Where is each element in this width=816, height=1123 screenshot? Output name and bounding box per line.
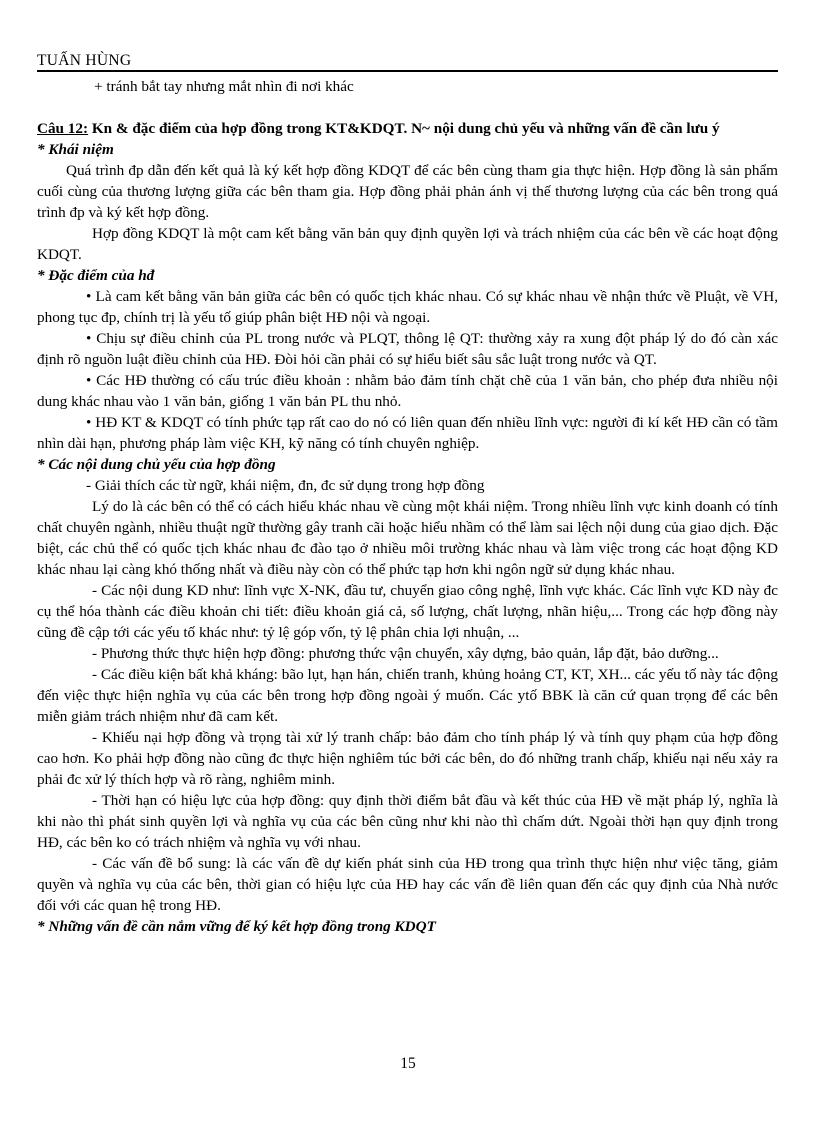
- section-heading-contents: * Các nội dung chủ yếu của hợp đồng: [37, 456, 276, 473]
- dash-item: - Các điều kiện bất khả kháng: bão lụt, hạn hán, chiến tranh, khủng hoảng CT, KT, XH... các yếu tố này tác động đến việc thực hiện nghĩa vụ của các bên trong hợp đồng ngoài ý muốn. Các ytố BBK là căn cứ quan trọng để các bên miễn giảm trách nhiệm như đã cam kết.: [37, 666, 778, 725]
- bullet-paragraph: • Các HĐ thường có cấu trúc điều khoản : nhằm bảo đảm tính chặt chẽ của 1 văn bản, cho phép đưa nhiều nội dung khác nhau vào 1 văn bản, giống 1 văn bản PL thu nhỏ.: [37, 372, 778, 410]
- paragraph: Lý do là các bên có thể có cách hiểu khác nhau về cùng một khái niệm. Trong nhiều lĩnh vực kinh doanh có tính chất chuyên ngành, nhiều thuật ngữ thường gây tranh cãi hoặc hiểu nhầm có thể làm sai lệch nội dung của giao dịch. Đặc biệt, các chủ thể có quốc tịch khác nhau đc đào tạo ở nhiều môi trường khác nhau và làm việc trong các hoạt động KD khác nhau lại càng khó thống nhất và điều này còn có thể phức tạp hơn khi ngôn ngữ sử dụng khác nhau.: [37, 498, 778, 578]
- dash-item: - Khiếu nại hợp đồng và trọng tài xử lý tranh chấp: bảo đảm cho tính pháp lý và tính quy phạm của hợp đồng cao hơn. Ko phải hợp đồng nào cũng đc thực hiện nghiêm túc bởi các bên, do đó những tranh chấp, khiếu nại nếu xảy ra phải đc xử lý thích hợp và rõ ràng, nghiêm minh.: [37, 729, 778, 788]
- question-heading: [37, 118, 778, 139]
- bullet-paragraph: • Chịu sự điều chỉnh của PL trong nước và PLQT, thông lệ QT: thường xảy ra xung đột pháp lý do đó càn xác định rõ nguồn luật điều chỉnh của HĐ. Đòi hỏi cần phải có sự hiểu biết sâu sắc luật trong nước và QT.: [37, 330, 778, 368]
- question-text: Kn & đặc điểm của hợp đồng trong KT&KDQT. N~ nội dung chủ yếu và những vấn đề cần lưu ý: [88, 120, 720, 137]
- dash-item: - Các nội dung KD như: lĩnh vực X-NK, đầu tư, chuyển giao công nghệ, lĩnh vực khác. Các lĩnh vực KD này đc cụ thể hóa thành các điều khoản chi tiết: điều khoản giá cả, số lượng, chất lượng, nhãn hiệu,... Trong các hợp đồng này cũng đề cập tới các yếu tố khác như: tỷ lệ góp vốn, tỷ lệ phân chia lợi nhuận, ...: [37, 582, 778, 641]
- bullet-paragraph: • HĐ KT & KDQT có tính phức tạp rất cao do nó có liên quan đến nhiều lĩnh vực: người đi kí kết HĐ cần có tầm nhìn dài hạn, phương pháp làm việc KH, kỹ năng có tính chuyên nghiệp.: [37, 414, 778, 452]
- paragraph: Hợp đồng KDQT là một cam kết bằng văn bản quy định quyền lợi và trách nhiệm của các bên về các hoạt động KDQT.: [37, 225, 778, 263]
- section-heading-concept: * Khái niệm: [37, 141, 114, 158]
- dash-item: - Thời hạn có hiệu lực của hợp đồng: quy định thời điểm bắt đầu và kết thúc của HĐ về mặt pháp lý, nghĩa là khi nào thì phát sinh quyền lợi và nghĩa vụ của các bên cũng như khi nào thì chấm dứt. Ngoài thời hạn quy định trong HĐ, các bên ko có trách nhiệm và nghĩa vụ với nhau.: [37, 792, 778, 851]
- section-heading-features: * Đặc điểm của hđ: [37, 267, 155, 284]
- bullet-paragraph: • Là cam kết bằng văn bản giữa các bên có quốc tịch khác nhau. Có sự khác nhau về nhận thức về Pluật, về VH, phong tục đp, chính trị là yếu tố giúp phân biệt HĐ nội và ngoại.: [37, 288, 778, 326]
- page-number: 15: [400, 1055, 416, 1072]
- running-header: TUẤN HÙNG: [37, 52, 132, 69]
- spacer: [37, 97, 778, 118]
- bullet-line: + tránh bắt tay nhưng mắt nhìn đi nơi khác: [94, 78, 354, 95]
- document-body: [37, 76, 778, 937]
- paragraph: Quá trình đp dẫn đến kết quả là ký kết hợp đồng KDQT để các bên cùng tham gia thực hiện. Hợp đồng là sản phẩm cuối cùng của thương lượng giữa các bên tham gia. Hợp đồng phải phản ánh vị thế thương lượng của các bên trong quá trình đp và ký kết hợp đồng.: [37, 162, 778, 221]
- question-label: Câu 12:: [37, 120, 89, 137]
- header-rule: [37, 70, 778, 72]
- dash-item: - Các vấn đề bổ sung: là các vấn đề dự kiến phát sinh của HĐ trong qua trình thực hiện như việc tăng, giảm quyền và nghĩa vụ của các bên, thời gian có hiệu lực của HĐ hay các vấn đề liên quan đến các quy định của Nhà nước đối với các quan hệ trong HĐ.: [37, 855, 778, 914]
- dash-item: - Giải thích các từ ngữ, khái niệm, đn, đc sử dụng trong hợp đồng: [86, 477, 485, 494]
- dash-item: - Phương thức thực hiện hợp đồng: phương thức vận chuyển, xây dựng, bảo quản, lắp đặt, bảo dưỡng...: [92, 645, 719, 662]
- section-heading-issues: * Những vấn đề cần nắm vững để ký kết hợp đồng trong KDQT: [37, 918, 436, 935]
